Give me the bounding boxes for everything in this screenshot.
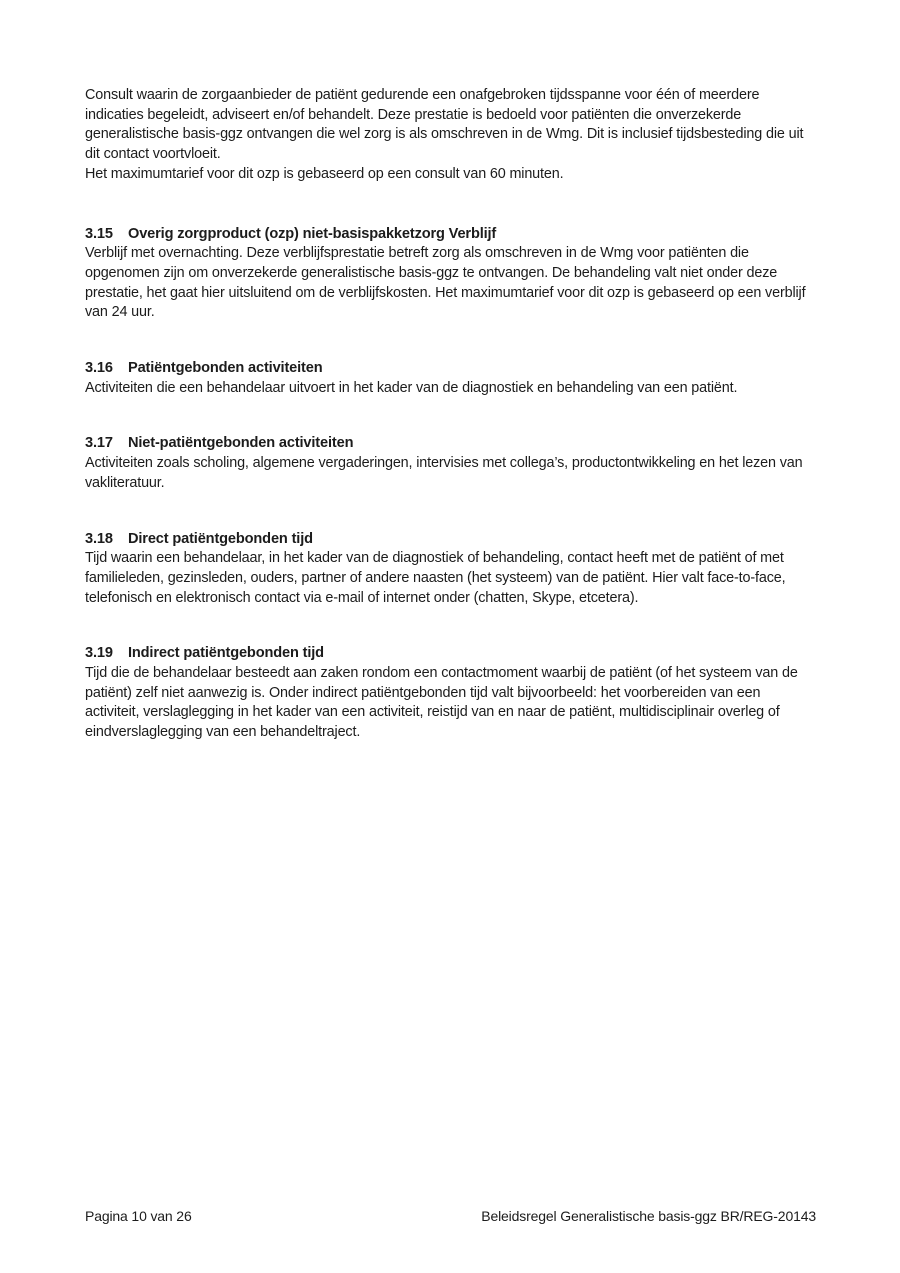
footer-document-title: Beleidsregel Generalistische basis-ggz BR/REG-20143 [481, 1208, 816, 1224]
section-heading [85, 359, 817, 379]
section-title: Direct patiëntgebonden tijd [128, 530, 313, 547]
section-heading [85, 434, 817, 454]
section-title: Niet-patiëntgebonden activiteiten [128, 435, 354, 452]
document-content [85, 86, 817, 743]
section-title: Indirect patiëntgebonden tijd [128, 645, 324, 662]
section-3-16 [85, 359, 817, 398]
section-title: Patiëntgebonden activiteiten [128, 360, 323, 377]
section-3-15 [85, 225, 817, 324]
section-body: Activiteiten zoals scholing, algemene vergaderingen, intervisies met collega’s, productontwikkeling en het lezen van vakliteratuur. [85, 455, 803, 491]
footer-page-number: Pagina 10 van 26 [85, 1208, 192, 1224]
section-number: 3.17 [85, 435, 113, 452]
intro-paragraph: Consult waarin de zorgaanbieder de patiënt gedurende een onafgebroken tijdsspanne voor één of meerdere indicaties begeleidt, adviseert en/of behandelt. Deze prestatie is bedoeld voor patiënten die onverzekerde generalistische basis-ggz ontvangen die wel zorg is als omschreven in de Wmg. Dit is inclusief tijdsbesteding die uit dit contact voortvloeit. [85, 87, 804, 163]
section-heading [85, 644, 817, 664]
section-body: Tijd waarin een behandelaar, in het kader van de diagnostiek of behandeling, contact heeft met de patiënt of met familieleden, gezinsleden, ouders, partner of andere naasten (het systeem) van de patiënt. Hier valt face-to-face, telefonisch en elektronisch contact via e-mail of internet onder (chatten, Skype, etcetera). [85, 550, 786, 606]
section-heading [85, 225, 817, 245]
section-3-17 [85, 434, 817, 493]
section-number: 3.18 [85, 530, 113, 547]
section-body: Tijd die de behandelaar besteedt aan zaken rondom een contactmoment waarbij de patiënt (of het systeem van de patiënt) zelf niet aanwezig is. Onder indirect patiëntgebonden tijd valt bijvoorbeeld: het voorbereiden van een activiteit, verslaglegging in het kader van een activiteit, reistijd van en naar de patiënt, multidisciplinair overleg of eindverslaglegging van een behandeltraject. [85, 665, 798, 741]
section-title: Overig zorgproduct (ozp) niet-basispakketzorg Verblijf [128, 225, 497, 242]
section-body: Verblijf met overnachting. Deze verblijfsprestatie betreft zorg als omschreven in de Wmg voor patiënten die opgenomen zijn om onverzekerde generalistische basis-ggz te ontvangen. De behandeling valt niet onder deze prestatie, het gaat hier uitsluitend om de verblijfskosten. Het maximumtarief voor dit ozp is gebaseerd op een verblijf van 24 uur. [85, 245, 806, 321]
section-number: 3.19 [85, 645, 113, 662]
page-footer [85, 1207, 816, 1225]
section-heading [85, 530, 817, 550]
section-body: Activiteiten die een behandelaar uitvoert in het kader van de diagnostiek en behandeling van een patiënt. [85, 379, 738, 396]
section-number: 3.15 [85, 225, 113, 242]
section-3-18 [85, 530, 817, 609]
section-3-19 [85, 644, 817, 743]
intro-tariff-line: Het maximumtarief voor dit ozp is gebaseerd op een consult van 60 minuten. [85, 165, 564, 182]
section-number: 3.16 [85, 360, 113, 377]
